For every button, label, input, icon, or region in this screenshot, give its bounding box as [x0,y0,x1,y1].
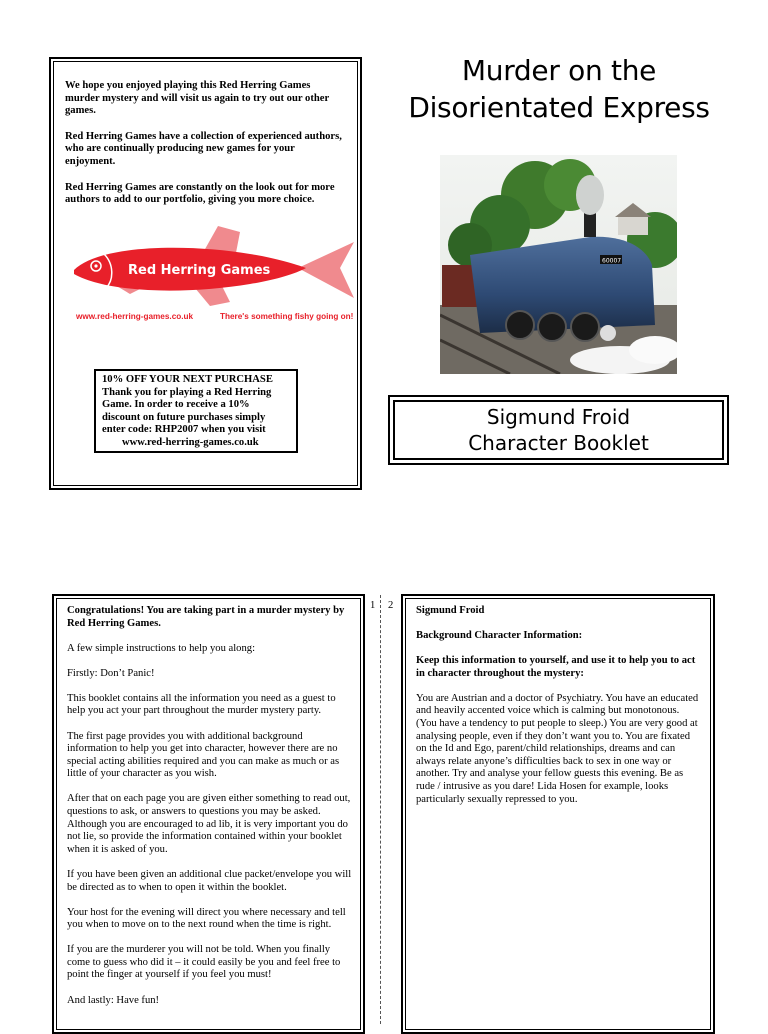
photo-wheel [571,313,599,341]
page-1-paragraph: If you are the murderer you will not be told. When you finally come to guess who did it – it could easily be you and feel free to point the finger at yourself if you feel you must! [67,944,341,981]
discount-box [94,369,298,453]
back-cover-inner [53,61,358,486]
page-2-character: Sigmund Froid [416,605,485,616]
back-cover-panel [49,57,362,490]
booklet-title-line-2: Disorientated Express [408,91,710,124]
photo-house [618,215,648,235]
page-2-panel [401,594,715,1034]
page-2-inner [405,598,711,1030]
photo-train-number: 60007 [602,257,622,265]
page-1-intro: Congratulations! You are taking part in a murder mystery by Red Herring Games. [67,605,345,629]
page-1-paragraph: The first page provides you with additional background information to help you get into character, however there are no special acting abilities required and you can make as much or as little of your character as you wish. [67,730,340,780]
booklet-label: Character Booklet [468,431,649,455]
logo-brand-text: Red Herring Games [128,263,271,278]
red-herring-logo [70,224,354,324]
photo-buffer [600,325,616,341]
page-number-1: 1 [370,600,376,611]
photo-wheel [538,313,566,341]
character-banner-inner [393,400,724,460]
page-1-paragraph: If you have been given an additional clue packet/envelope you will be directed as to when to open it within the booklet. [67,868,352,893]
logo-tagline-text: There's something fishy going on! [220,312,354,321]
page-number-2: 2 [388,600,394,611]
logo-tail [298,242,354,298]
photo-smoke [576,175,604,215]
page-1-inner [56,598,361,1030]
page-2-body: You are Austrian and a doctor of Psychiatry. You have an educated and heavily accented voice which is calming but monotonous. (You have a tendency to put people to sleep.) You are very good at analysing people, even if they don’t want you to. You are fixated on the Id and Ego, parent/child relationships, dreams and can always relate anyone’s difficulties back to sex in one way or another. Try and analyse your fellow guests this evening. Be as rude / intrusive as you dare! Lida Hosen for example, looks particularly sexually repressed to you. [416,692,699,805]
page-2-heading: Background Character Information: [416,630,583,642]
logo-pupil [94,264,97,267]
page-1-paragraph: Your host for the evening will direct you where necessary and tell you when to move on to the next round when the time is right. [67,906,346,931]
back-cover-paragraph-1: We hope you enjoyed playing this Red Herring Games murder mystery and will visit us again to try out our other games. [65,80,329,117]
logo-url-text: www.red-herring-games.co.uk [76,312,194,321]
page-1-paragraph: And lastly: Have fun! [67,994,160,1006]
page-1-paragraph: A few simple instructions to help you along: [67,642,256,654]
page-1-panel [52,594,365,1034]
page-1-paragraph: This booklet contains all the information you need as a guest to help you act your part throughout the murder mystery party. [67,692,336,717]
back-cover-paragraph-2: Red Herring Games have a collection of experienced authors, who are continually producing new games for your enjoyment. [65,130,342,167]
discount-body: Thank you for playing a Red Herring Game. In order to receive a 10% discount on future purchases simply enter code: RHP2007 when you visit [102,386,272,435]
character-name: Sigmund Froid [486,405,631,429]
back-cover-paragraph-3: Red Herring Games are constantly on the look out for more authors to add to our portfolio, giving you more choice. [65,181,335,206]
discount-heading: 10% OFF YOUR NEXT PURCHASE [102,374,273,385]
page-1-paragraph: Firstly: Don’t Panic! [67,667,155,679]
page-1-paragraph: After that on each page you are given either something to read out, questions to ask, or answers to questions you may be asked. Although you are encouraged to ad lib, it is very important you do not lie, so provide the information contained within your booklet when it is asked of you. [67,793,351,855]
page-2-instruction: Keep this information to yourself, and use it to help you to act in character throughout the mystery: [416,655,696,679]
discount-url: www.red-herring-games.co.uk [122,436,259,448]
steam-train-photo [440,155,677,374]
photo-wheel [506,311,534,339]
character-banner [388,395,729,465]
booklet-title-line-1: Murder on the [461,54,657,87]
fold-line [380,595,381,1024]
booklet-title [400,52,718,126]
